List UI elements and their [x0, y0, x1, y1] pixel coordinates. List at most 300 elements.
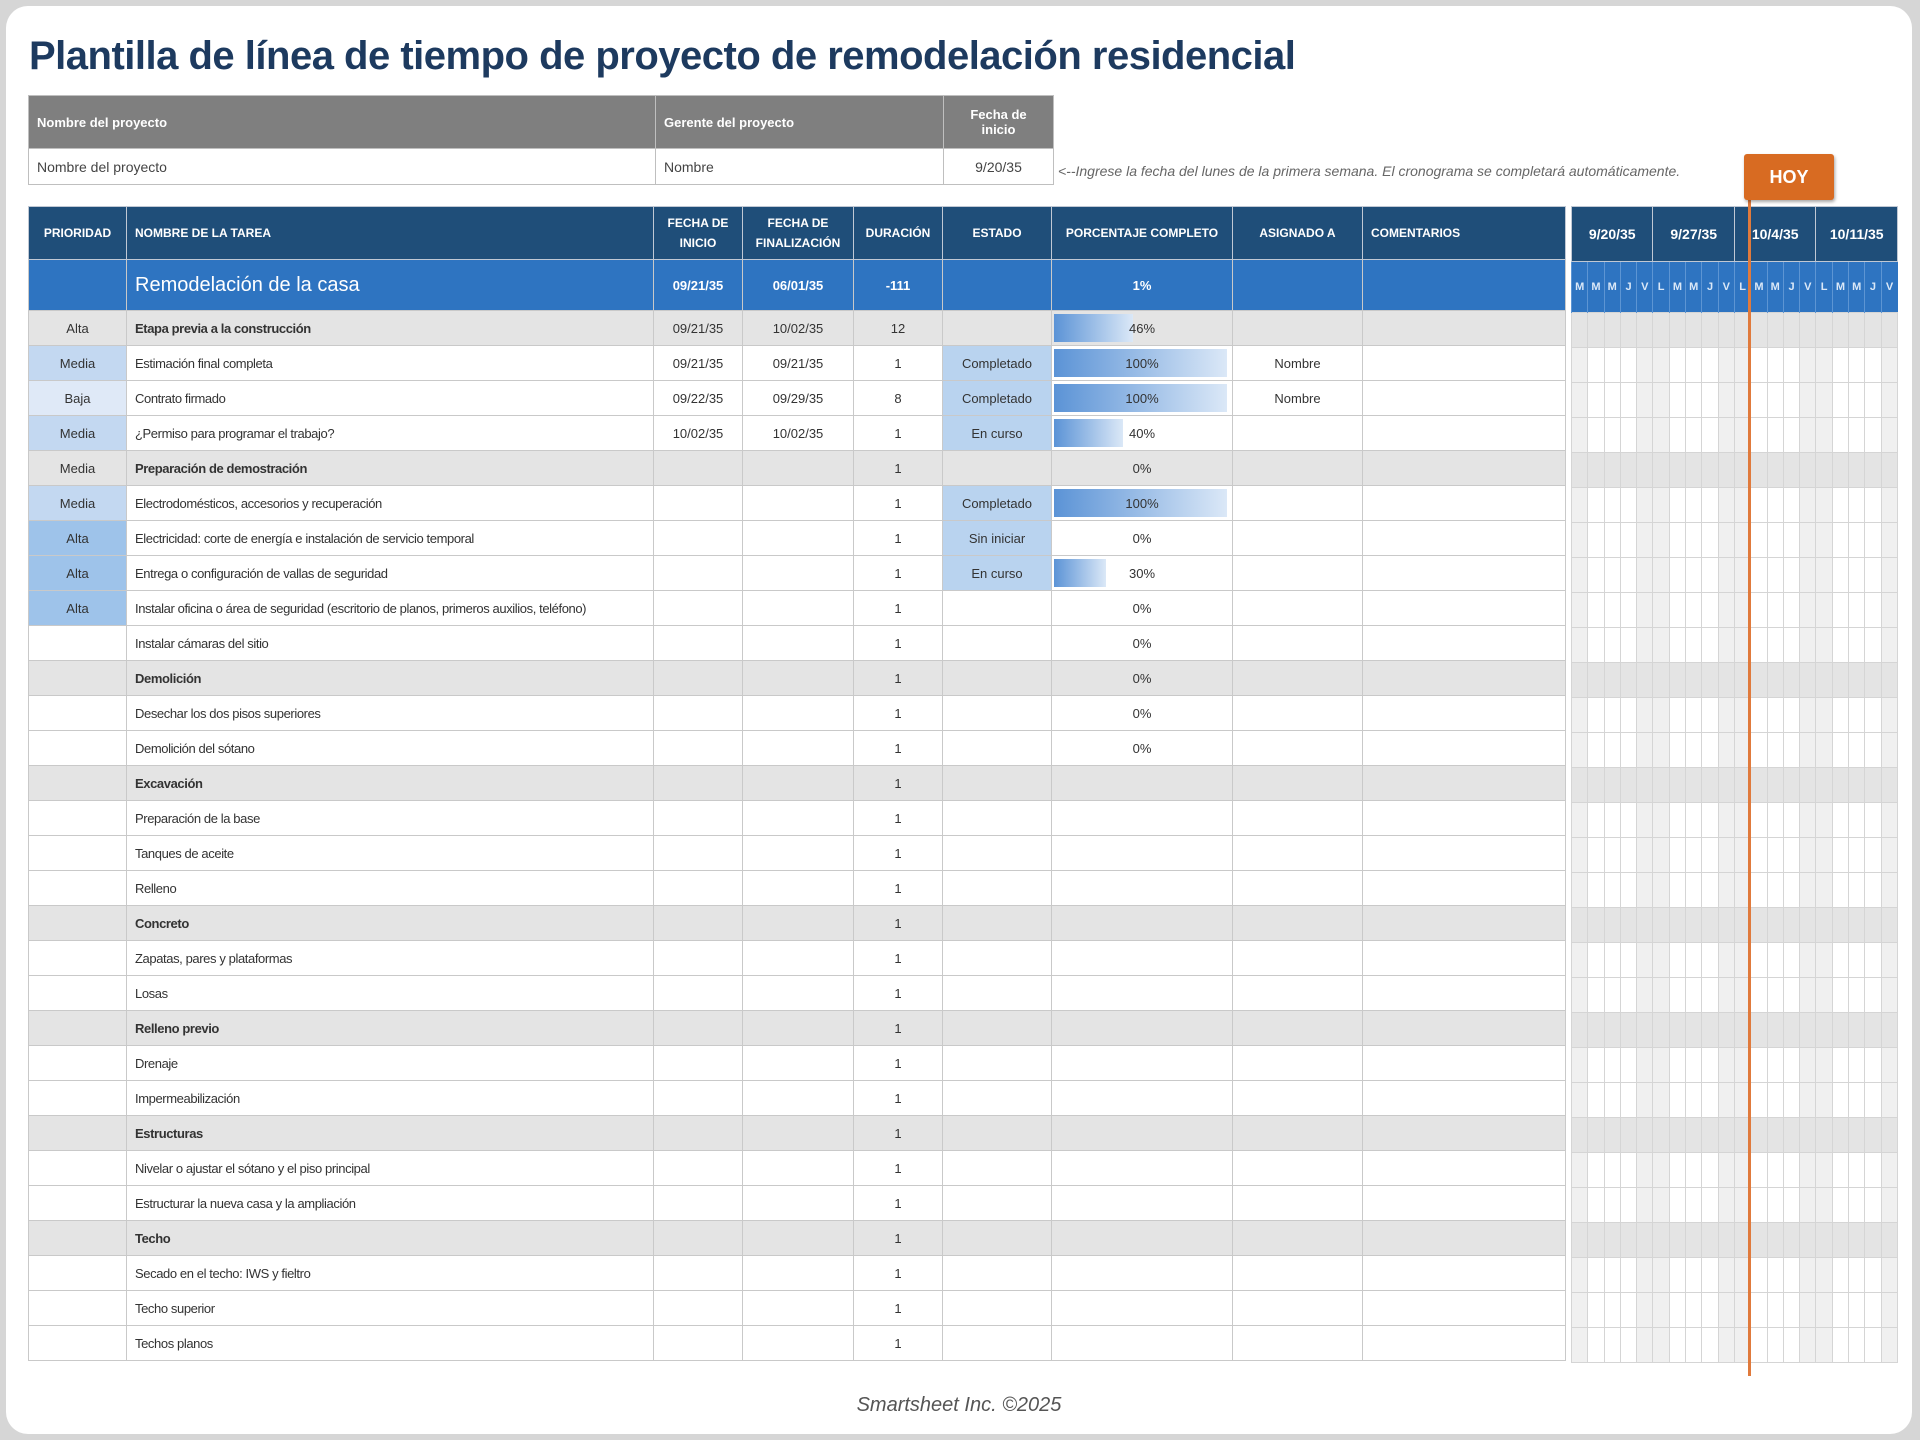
gantt-cell[interactable] [1572, 348, 1588, 383]
gantt-cell[interactable] [1572, 733, 1588, 768]
status-cell[interactable] [943, 1326, 1052, 1361]
gantt-cell[interactable] [1588, 873, 1604, 908]
gantt-cell[interactable] [1702, 1223, 1718, 1258]
assigned-cell[interactable] [1233, 486, 1363, 521]
gantt-cell[interactable] [1588, 383, 1604, 418]
priority-cell[interactable] [29, 1116, 127, 1151]
gantt-cell[interactable] [1604, 488, 1620, 523]
gantt-cell[interactable] [1849, 1153, 1865, 1188]
gantt-cell[interactable] [1669, 873, 1685, 908]
end-date-cell[interactable] [743, 836, 854, 871]
gantt-cell[interactable] [1620, 803, 1636, 838]
assigned-cell[interactable] [1233, 626, 1363, 661]
gantt-cell[interactable] [1588, 1293, 1604, 1328]
assigned-cell[interactable] [1233, 1116, 1363, 1151]
percent-cell[interactable] [1052, 591, 1233, 626]
comments-cell[interactable] [1363, 486, 1566, 521]
priority-cell[interactable] [29, 871, 127, 906]
gantt-cell[interactable] [1816, 663, 1832, 698]
gantt-cell[interactable] [1669, 313, 1685, 348]
gantt-cell[interactable] [1816, 1048, 1832, 1083]
gantt-cell[interactable] [1718, 593, 1734, 628]
status-cell[interactable] [943, 1291, 1052, 1326]
gantt-cell[interactable] [1669, 698, 1685, 733]
gantt-cell[interactable] [1800, 1223, 1816, 1258]
assigned-cell[interactable] [1233, 591, 1363, 626]
comments-cell[interactable] [1363, 556, 1566, 591]
gantt-cell[interactable] [1865, 523, 1881, 558]
gantt-cell[interactable] [1865, 488, 1881, 523]
start-date-cell[interactable] [654, 1326, 743, 1361]
assigned-cell[interactable] [1233, 556, 1363, 591]
priority-cell[interactable] [29, 1011, 127, 1046]
gantt-cell[interactable] [1572, 908, 1588, 943]
gantt-cell[interactable] [1604, 1048, 1620, 1083]
gantt-cell[interactable] [1702, 1258, 1718, 1293]
duration-cell[interactable]: 1 [854, 731, 943, 766]
gantt-cell[interactable] [1637, 908, 1653, 943]
gantt-cell[interactable] [1881, 488, 1897, 523]
gantt-cell[interactable] [1849, 1293, 1865, 1328]
gantt-cell[interactable] [1800, 978, 1816, 1013]
gantt-cell[interactable] [1767, 348, 1783, 383]
gantt-cell[interactable] [1865, 873, 1881, 908]
gantt-cell[interactable] [1653, 803, 1669, 838]
task-name-cell[interactable]: Zapatas, pares y plataformas [127, 941, 654, 976]
percent-cell[interactable] [1052, 311, 1233, 346]
gantt-cell[interactable] [1718, 1223, 1734, 1258]
gantt-cell[interactable] [1572, 1223, 1588, 1258]
assigned-cell[interactable] [1233, 801, 1363, 836]
end-date-cell[interactable] [743, 1151, 854, 1186]
gantt-cell[interactable] [1686, 943, 1702, 978]
gantt-cell[interactable] [1881, 768, 1897, 803]
gantt-cell[interactable] [1783, 1118, 1799, 1153]
end-date-cell[interactable] [743, 906, 854, 941]
gantt-cell[interactable] [1849, 383, 1865, 418]
gantt-cell[interactable] [1686, 558, 1702, 593]
gantt-cell[interactable] [1783, 628, 1799, 663]
gantt-cell[interactable] [1604, 838, 1620, 873]
assigned-cell[interactable] [1233, 1011, 1363, 1046]
gantt-cell[interactable] [1881, 1188, 1897, 1223]
gantt-cell[interactable] [1800, 348, 1816, 383]
gantt-cell[interactable] [1669, 1118, 1685, 1153]
gantt-cell[interactable] [1604, 523, 1620, 558]
priority-cell[interactable]: Media [29, 346, 127, 381]
gantt-cell[interactable] [1832, 943, 1848, 978]
gantt-cell[interactable] [1620, 1048, 1636, 1083]
gantt-cell[interactable] [1669, 558, 1685, 593]
gantt-cell[interactable] [1751, 418, 1767, 453]
gantt-cell[interactable] [1800, 418, 1816, 453]
priority-cell[interactable] [29, 696, 127, 731]
gantt-cell[interactable] [1849, 348, 1865, 383]
gantt-cell[interactable] [1669, 348, 1685, 383]
gantt-cell[interactable] [1832, 628, 1848, 663]
status-cell[interactable] [943, 1151, 1052, 1186]
duration-cell[interactable]: 1 [854, 1186, 943, 1221]
gantt-cell[interactable] [1702, 768, 1718, 803]
gantt-cell[interactable] [1881, 383, 1897, 418]
gantt-cell[interactable] [1604, 1293, 1620, 1328]
gantt-cell[interactable] [1604, 1118, 1620, 1153]
gantt-cell[interactable] [1783, 698, 1799, 733]
gantt-cell[interactable] [1849, 488, 1865, 523]
gantt-cell[interactable] [1767, 908, 1783, 943]
gantt-cell[interactable] [1702, 978, 1718, 1013]
gantt-cell[interactable] [1572, 593, 1588, 628]
gantt-cell[interactable] [1702, 593, 1718, 628]
gantt-cell[interactable] [1572, 943, 1588, 978]
gantt-cell[interactable] [1620, 383, 1636, 418]
summary-status[interactable] [943, 260, 1052, 311]
gantt-cell[interactable] [1588, 978, 1604, 1013]
status-cell[interactable] [943, 766, 1052, 801]
gantt-cell[interactable] [1572, 838, 1588, 873]
gantt-cell[interactable] [1767, 803, 1783, 838]
gantt-cell[interactable] [1800, 558, 1816, 593]
gantt-cell[interactable] [1865, 383, 1881, 418]
end-date-cell[interactable] [743, 626, 854, 661]
gantt-cell[interactable] [1849, 628, 1865, 663]
gantt-cell[interactable] [1751, 1293, 1767, 1328]
assigned-cell[interactable] [1233, 836, 1363, 871]
gantt-cell[interactable] [1588, 593, 1604, 628]
gantt-cell[interactable] [1588, 1048, 1604, 1083]
gantt-cell[interactable] [1653, 418, 1669, 453]
gantt-cell[interactable] [1865, 1083, 1881, 1118]
gantt-cell[interactable] [1865, 978, 1881, 1013]
gantt-cell[interactable] [1751, 768, 1767, 803]
gantt-cell[interactable] [1637, 628, 1653, 663]
task-name-cell[interactable]: Losas [127, 976, 654, 1011]
gantt-cell[interactable] [1751, 348, 1767, 383]
gantt-cell[interactable] [1816, 313, 1832, 348]
gantt-cell[interactable] [1702, 1013, 1718, 1048]
gantt-cell[interactable] [1881, 908, 1897, 943]
gantt-cell[interactable] [1832, 1293, 1848, 1328]
gantt-cell[interactable] [1653, 1258, 1669, 1293]
gantt-cell[interactable] [1751, 1118, 1767, 1153]
percent-cell[interactable] [1052, 1221, 1233, 1256]
gantt-cell[interactable] [1832, 383, 1848, 418]
gantt-cell[interactable] [1653, 1188, 1669, 1223]
gantt-cell[interactable] [1832, 1223, 1848, 1258]
priority-cell[interactable] [29, 1326, 127, 1361]
gantt-cell[interactable] [1686, 1188, 1702, 1223]
gantt-cell[interactable] [1816, 803, 1832, 838]
comments-cell[interactable] [1363, 451, 1566, 486]
gantt-cell[interactable] [1865, 733, 1881, 768]
gantt-cell[interactable] [1800, 1258, 1816, 1293]
gantt-cell[interactable] [1881, 1258, 1897, 1293]
gantt-cell[interactable] [1800, 873, 1816, 908]
assigned-cell[interactable] [1233, 1256, 1363, 1291]
gantt-cell[interactable] [1832, 873, 1848, 908]
gantt-cell[interactable] [1572, 383, 1588, 418]
gantt-cell[interactable] [1832, 1188, 1848, 1223]
task-name-cell[interactable]: Drenaje [127, 1046, 654, 1081]
gantt-cell[interactable] [1702, 873, 1718, 908]
priority-cell[interactable] [29, 1221, 127, 1256]
duration-cell[interactable]: 1 [854, 1046, 943, 1081]
start-date-cell[interactable]: 10/02/35 [654, 416, 743, 451]
gantt-cell[interactable] [1718, 1118, 1734, 1153]
gantt-cell[interactable] [1718, 908, 1734, 943]
comments-cell[interactable] [1363, 1291, 1566, 1326]
gantt-cell[interactable] [1849, 1223, 1865, 1258]
duration-cell[interactable]: 1 [854, 346, 943, 381]
gantt-cell[interactable] [1637, 1153, 1653, 1188]
gantt-cell[interactable] [1816, 383, 1832, 418]
gantt-cell[interactable] [1588, 768, 1604, 803]
gantt-cell[interactable] [1865, 593, 1881, 628]
gantt-cell[interactable] [1637, 873, 1653, 908]
end-date-cell[interactable]: 10/02/35 [743, 311, 854, 346]
task-name-cell[interactable]: Estructuras [127, 1116, 654, 1151]
gantt-cell[interactable] [1783, 1013, 1799, 1048]
gantt-cell[interactable] [1832, 1258, 1848, 1293]
comments-cell[interactable] [1363, 1186, 1566, 1221]
gantt-cell[interactable] [1800, 453, 1816, 488]
gantt-cell[interactable] [1832, 488, 1848, 523]
summary-priority[interactable] [29, 260, 127, 311]
end-date-cell[interactable] [743, 1116, 854, 1151]
duration-cell[interactable]: 1 [854, 521, 943, 556]
gantt-cell[interactable] [1572, 978, 1588, 1013]
end-date-cell[interactable]: 10/02/35 [743, 416, 854, 451]
gantt-cell[interactable] [1751, 313, 1767, 348]
gantt-cell[interactable] [1653, 873, 1669, 908]
gantt-cell[interactable] [1783, 418, 1799, 453]
gantt-cell[interactable] [1637, 1223, 1653, 1258]
duration-cell[interactable]: 1 [854, 976, 943, 1011]
gantt-cell[interactable] [1686, 1293, 1702, 1328]
task-name-cell[interactable]: Concreto [127, 906, 654, 941]
gantt-cell[interactable] [1620, 1223, 1636, 1258]
gantt-cell[interactable] [1783, 768, 1799, 803]
gantt-cell[interactable] [1718, 1328, 1734, 1363]
gantt-cell[interactable] [1783, 978, 1799, 1013]
gantt-cell[interactable] [1783, 523, 1799, 558]
gantt-cell[interactable] [1637, 1188, 1653, 1223]
end-date-cell[interactable] [743, 591, 854, 626]
gantt-cell[interactable] [1881, 628, 1897, 663]
gantt-cell[interactable] [1767, 733, 1783, 768]
gantt-cell[interactable] [1686, 838, 1702, 873]
gantt-cell[interactable] [1702, 1083, 1718, 1118]
gantt-cell[interactable] [1832, 593, 1848, 628]
gantt-cell[interactable] [1653, 313, 1669, 348]
start-date-cell[interactable]: 09/21/35 [654, 346, 743, 381]
gantt-cell[interactable] [1832, 348, 1848, 383]
gantt-cell[interactable] [1653, 628, 1669, 663]
gantt-cell[interactable] [1572, 698, 1588, 733]
gantt-cell[interactable] [1637, 313, 1653, 348]
start-date-cell[interactable] [654, 661, 743, 696]
gantt-cell[interactable] [1783, 593, 1799, 628]
gantt-cell[interactable] [1653, 768, 1669, 803]
gantt-cell[interactable] [1816, 1293, 1832, 1328]
gantt-cell[interactable] [1620, 1328, 1636, 1363]
assigned-cell[interactable] [1233, 1291, 1363, 1326]
end-date-cell[interactable] [743, 1291, 854, 1326]
status-cell[interactable]: Completado [943, 346, 1052, 381]
gantt-cell[interactable] [1588, 1083, 1604, 1118]
priority-cell[interactable]: Baja [29, 381, 127, 416]
gantt-cell[interactable] [1881, 558, 1897, 593]
gantt-cell[interactable] [1702, 383, 1718, 418]
gantt-cell[interactable] [1669, 1188, 1685, 1223]
gantt-cell[interactable] [1718, 1083, 1734, 1118]
assigned-cell[interactable] [1233, 906, 1363, 941]
gantt-cell[interactable] [1783, 1293, 1799, 1328]
gantt-cell[interactable] [1669, 383, 1685, 418]
gantt-cell[interactable] [1620, 1013, 1636, 1048]
gantt-cell[interactable] [1800, 1083, 1816, 1118]
gantt-cell[interactable] [1604, 593, 1620, 628]
gantt-cell[interactable] [1718, 943, 1734, 978]
gantt-cell[interactable] [1653, 348, 1669, 383]
gantt-cell[interactable] [1686, 418, 1702, 453]
duration-cell[interactable]: 1 [854, 1256, 943, 1291]
comments-cell[interactable] [1363, 696, 1566, 731]
gantt-cell[interactable] [1800, 628, 1816, 663]
gantt-cell[interactable] [1572, 418, 1588, 453]
start-date-cell[interactable] [654, 1011, 743, 1046]
gantt-cell[interactable] [1588, 733, 1604, 768]
gantt-cell[interactable] [1604, 1188, 1620, 1223]
gantt-cell[interactable] [1783, 838, 1799, 873]
status-cell[interactable] [943, 1256, 1052, 1291]
gantt-cell[interactable] [1620, 838, 1636, 873]
comments-cell[interactable] [1363, 801, 1566, 836]
gantt-cell[interactable] [1686, 698, 1702, 733]
gantt-cell[interactable] [1686, 453, 1702, 488]
duration-cell[interactable]: 1 [854, 1011, 943, 1046]
gantt-cell[interactable] [1637, 1048, 1653, 1083]
gantt-cell[interactable] [1702, 803, 1718, 838]
summary-assigned[interactable] [1233, 260, 1363, 311]
gantt-cell[interactable] [1702, 1328, 1718, 1363]
priority-cell[interactable] [29, 766, 127, 801]
start-date-cell[interactable] [654, 1186, 743, 1221]
gantt-cell[interactable] [1686, 663, 1702, 698]
task-name-cell[interactable]: Tanques de aceite [127, 836, 654, 871]
start-date-cell[interactable] [654, 556, 743, 591]
end-date-cell[interactable] [743, 1046, 854, 1081]
gantt-cell[interactable] [1718, 803, 1734, 838]
gantt-cell[interactable] [1620, 873, 1636, 908]
gantt-cell[interactable] [1702, 453, 1718, 488]
gantt-cell[interactable] [1881, 1153, 1897, 1188]
gantt-cell[interactable] [1881, 1013, 1897, 1048]
summary-end[interactable]: 06/01/35 [743, 260, 854, 311]
priority-cell[interactable]: Alta [29, 311, 127, 346]
percent-cell[interactable] [1052, 1116, 1233, 1151]
gantt-cell[interactable] [1865, 313, 1881, 348]
gantt-cell[interactable] [1832, 558, 1848, 593]
gantt-cell[interactable] [1653, 1328, 1669, 1363]
gantt-cell[interactable] [1718, 418, 1734, 453]
gantt-cell[interactable] [1881, 313, 1897, 348]
gantt-cell[interactable] [1604, 1223, 1620, 1258]
gantt-cell[interactable] [1702, 663, 1718, 698]
gantt-cell[interactable] [1588, 1223, 1604, 1258]
gantt-cell[interactable] [1881, 978, 1897, 1013]
start-date-cell[interactable] [654, 871, 743, 906]
gantt-cell[interactable] [1588, 348, 1604, 383]
start-date-cell[interactable] [654, 521, 743, 556]
gantt-cell[interactable] [1637, 978, 1653, 1013]
gantt-cell[interactable] [1686, 1118, 1702, 1153]
gantt-cell[interactable] [1686, 1258, 1702, 1293]
duration-cell[interactable]: 1 [854, 1081, 943, 1116]
gantt-cell[interactable] [1620, 558, 1636, 593]
gantt-cell[interactable] [1718, 663, 1734, 698]
start-date-cell[interactable] [654, 626, 743, 661]
percent-cell[interactable] [1052, 1046, 1233, 1081]
gantt-cell[interactable] [1800, 523, 1816, 558]
gantt-cell[interactable] [1702, 1153, 1718, 1188]
gantt-cell[interactable] [1767, 698, 1783, 733]
priority-cell[interactable] [29, 626, 127, 661]
assigned-cell[interactable] [1233, 731, 1363, 766]
duration-cell[interactable]: 8 [854, 381, 943, 416]
gantt-cell[interactable] [1588, 908, 1604, 943]
duration-cell[interactable]: 1 [854, 696, 943, 731]
gantt-cell[interactable] [1865, 768, 1881, 803]
comments-cell[interactable] [1363, 731, 1566, 766]
gantt-cell[interactable] [1572, 628, 1588, 663]
gantt-cell[interactable] [1800, 803, 1816, 838]
gantt-cell[interactable] [1588, 453, 1604, 488]
gantt-cell[interactable] [1800, 768, 1816, 803]
gantt-cell[interactable] [1832, 803, 1848, 838]
gantt-cell[interactable] [1637, 838, 1653, 873]
gantt-cell[interactable] [1669, 418, 1685, 453]
duration-cell[interactable]: 12 [854, 311, 943, 346]
gantt-cell[interactable] [1653, 733, 1669, 768]
gantt-cell[interactable] [1637, 383, 1653, 418]
end-date-cell[interactable]: 09/21/35 [743, 346, 854, 381]
duration-cell[interactable]: 1 [854, 941, 943, 976]
gantt-cell[interactable] [1718, 558, 1734, 593]
gantt-cell[interactable] [1881, 838, 1897, 873]
gantt-cell[interactable] [1686, 803, 1702, 838]
gantt-cell[interactable] [1653, 838, 1669, 873]
gantt-cell[interactable] [1718, 733, 1734, 768]
status-cell[interactable] [943, 591, 1052, 626]
gantt-cell[interactable] [1653, 1083, 1669, 1118]
comments-cell[interactable] [1363, 906, 1566, 941]
priority-cell[interactable]: Alta [29, 556, 127, 591]
task-name-cell[interactable]: Preparación de demostración [127, 451, 654, 486]
task-name-cell[interactable]: Preparación de la base [127, 801, 654, 836]
gantt-cell[interactable] [1881, 1293, 1897, 1328]
gantt-cell[interactable] [1849, 908, 1865, 943]
comments-cell[interactable] [1363, 661, 1566, 696]
assigned-cell[interactable] [1233, 1186, 1363, 1221]
gantt-cell[interactable] [1865, 1293, 1881, 1328]
gantt-cell[interactable] [1572, 1258, 1588, 1293]
gantt-cell[interactable] [1637, 803, 1653, 838]
gantt-cell[interactable] [1637, 593, 1653, 628]
status-cell[interactable] [943, 941, 1052, 976]
gantt-cell[interactable] [1832, 838, 1848, 873]
gantt-cell[interactable] [1783, 908, 1799, 943]
